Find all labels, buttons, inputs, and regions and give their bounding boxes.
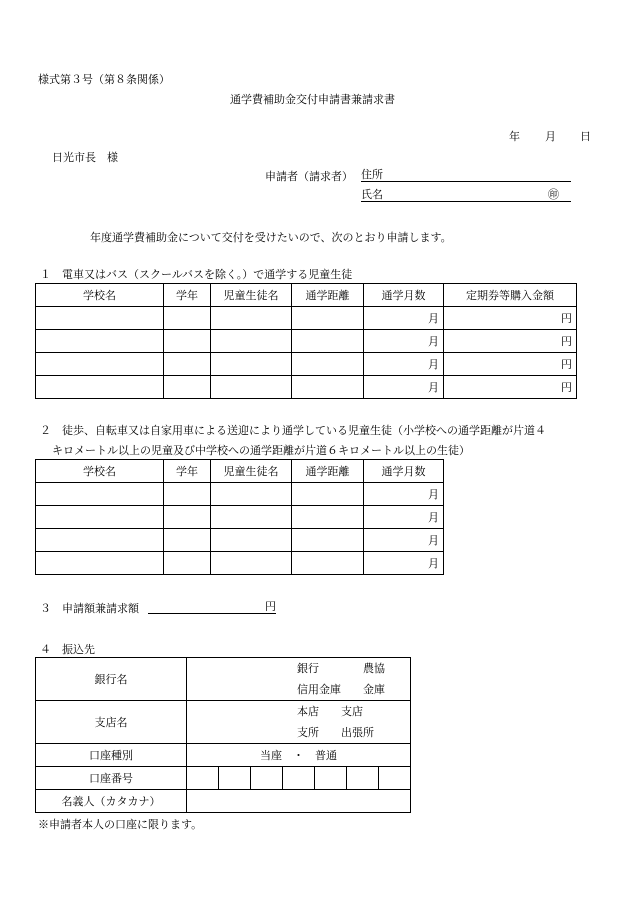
section3-heading: ３ 申請額兼請求額 [40, 602, 139, 615]
date-day: 日 [580, 130, 591, 143]
cell-student[interactable] [211, 307, 292, 330]
col-grade: 学年 [164, 460, 211, 483]
name-label: 氏名 [361, 188, 383, 201]
cell-months[interactable]: 月 [364, 506, 444, 529]
applicant-label: 申請者（請求者） [265, 170, 353, 183]
table-row [36, 506, 444, 529]
address-label: 住所 [361, 168, 383, 181]
section1-heading: １ 電車又はバス（スクールバスを除く。）で通学する児童生徒 [40, 268, 353, 281]
cell-grade[interactable] [164, 506, 211, 529]
cell-school[interactable] [36, 353, 164, 376]
account-number-label: 口座番号 [36, 767, 187, 790]
table-row [36, 330, 577, 353]
form-number: 様式第３号（第８条関係） [38, 73, 170, 86]
branch-name-label: 支店名 [36, 701, 187, 744]
account-digit-box[interactable] [187, 767, 219, 790]
cell-school[interactable] [36, 376, 164, 399]
holder-input[interactable] [187, 790, 411, 813]
note: ※申請者本人の口座に限ります。 [38, 818, 203, 831]
cell-grade[interactable] [164, 353, 211, 376]
bank-options-2: 信用金庫 金庫 [297, 683, 385, 696]
table-row [36, 307, 577, 330]
table-row [36, 353, 577, 376]
cell-distance[interactable] [292, 353, 364, 376]
cell-grade[interactable] [164, 552, 211, 575]
cell-school[interactable] [36, 529, 164, 552]
col-grade: 学年 [164, 284, 211, 307]
cell-distance[interactable] [292, 307, 364, 330]
section2-table [35, 459, 444, 575]
cell-student[interactable] [211, 353, 292, 376]
document-title: 通学費補助金交付申請書兼請求書 [230, 93, 395, 106]
section4-heading: ４ 振込先 [40, 643, 95, 656]
seal-mark: ㊞ [548, 188, 559, 201]
cell-amount[interactable]: 円 [444, 376, 577, 399]
cell-distance[interactable] [292, 483, 364, 506]
branch-options-2: 支所 出張所 [297, 726, 374, 739]
section2-heading-line1: ２ 徒歩、自転車又は自家用車による送迎により通学している児童生徒（小学校への通学距離が片道４ [40, 424, 546, 437]
cell-amount[interactable]: 円 [444, 307, 577, 330]
branch-name-row [36, 701, 411, 744]
branch-options-1: 本店 支店 [297, 705, 363, 718]
cell-months[interactable]: 月 [364, 307, 444, 330]
cell-student[interactable] [211, 506, 292, 529]
col-school: 学校名 [36, 284, 164, 307]
cell-school[interactable] [36, 483, 164, 506]
col-distance: 通学距離 [292, 460, 364, 483]
intro-text: 年度通学費補助金について交付を受けたいので、次のとおり申請します。 [90, 231, 452, 244]
account-digit-box[interactable] [251, 767, 283, 790]
cell-distance[interactable] [292, 376, 364, 399]
col-school: 学校名 [36, 460, 164, 483]
account-digit-box[interactable] [379, 767, 411, 790]
cell-grade[interactable] [164, 376, 211, 399]
account-digit-box[interactable] [347, 767, 379, 790]
cell-school[interactable] [36, 307, 164, 330]
account-number-row [36, 767, 411, 790]
cell-school[interactable] [36, 552, 164, 575]
table-row [36, 529, 444, 552]
branch-name-input[interactable] [187, 701, 411, 744]
cell-distance[interactable] [292, 529, 364, 552]
bank-name-row [36, 658, 411, 701]
date-year: 年 [509, 130, 520, 143]
cell-months[interactable]: 月 [364, 529, 444, 552]
cell-grade[interactable] [164, 529, 211, 552]
cell-months[interactable]: 月 [364, 483, 444, 506]
bank-options-1: 銀行 農協 [297, 662, 385, 675]
bank-name-input[interactable] [187, 658, 411, 701]
account-digit-box[interactable] [219, 767, 251, 790]
address-field[interactable] [361, 166, 571, 182]
cell-months[interactable]: 月 [364, 376, 444, 399]
table-row [36, 552, 444, 575]
cell-student[interactable] [211, 483, 292, 506]
col-amount: 定期券等購入金額 [444, 284, 577, 307]
col-student: 児童生徒名 [211, 284, 292, 307]
cell-student[interactable] [211, 330, 292, 353]
name-field[interactable] [361, 186, 571, 202]
section1-table [35, 283, 577, 399]
account-type-row [36, 744, 411, 767]
yen-unit: 円 [265, 600, 276, 613]
cell-student[interactable] [211, 552, 292, 575]
addressee: 日光市長 様 [52, 151, 118, 164]
cell-distance[interactable] [292, 552, 364, 575]
cell-school[interactable] [36, 506, 164, 529]
account-type-value[interactable]: 当座 ・ 普通 [187, 744, 411, 767]
table-header-row [36, 460, 444, 483]
bank-table [35, 657, 411, 813]
cell-school[interactable] [36, 330, 164, 353]
cell-student[interactable] [211, 529, 292, 552]
holder-row [36, 790, 411, 813]
account-digit-box[interactable] [315, 767, 347, 790]
cell-months[interactable]: 月 [364, 330, 444, 353]
cell-grade[interactable] [164, 330, 211, 353]
cell-grade[interactable] [164, 307, 211, 330]
col-distance: 通学距離 [292, 284, 364, 307]
cell-student[interactable] [211, 376, 292, 399]
account-digit-box[interactable] [283, 767, 315, 790]
cell-distance[interactable] [292, 330, 364, 353]
account-type-label: 口座種別 [36, 744, 187, 767]
table-row [36, 376, 577, 399]
table-header-row [36, 284, 577, 307]
date-month: 月 [545, 130, 556, 143]
bank-name-label: 銀行名 [36, 658, 187, 701]
cell-months[interactable]: 月 [364, 552, 444, 575]
col-months: 通学月数 [364, 460, 444, 483]
section2-heading-line2: キロメートル以上の児童及び中学校への通学距離が片道６キロメートル以上の生徒） [52, 444, 470, 457]
col-student: 児童生徒名 [211, 460, 292, 483]
cell-grade[interactable] [164, 483, 211, 506]
holder-label: 名義人（カタカナ） [36, 790, 187, 813]
cell-distance[interactable] [292, 506, 364, 529]
request-amount-field[interactable] [148, 598, 276, 614]
cell-months[interactable]: 月 [364, 353, 444, 376]
table-row [36, 483, 444, 506]
col-months: 通学月数 [364, 284, 444, 307]
cell-amount[interactable]: 円 [444, 353, 577, 376]
cell-amount[interactable]: 円 [444, 330, 577, 353]
